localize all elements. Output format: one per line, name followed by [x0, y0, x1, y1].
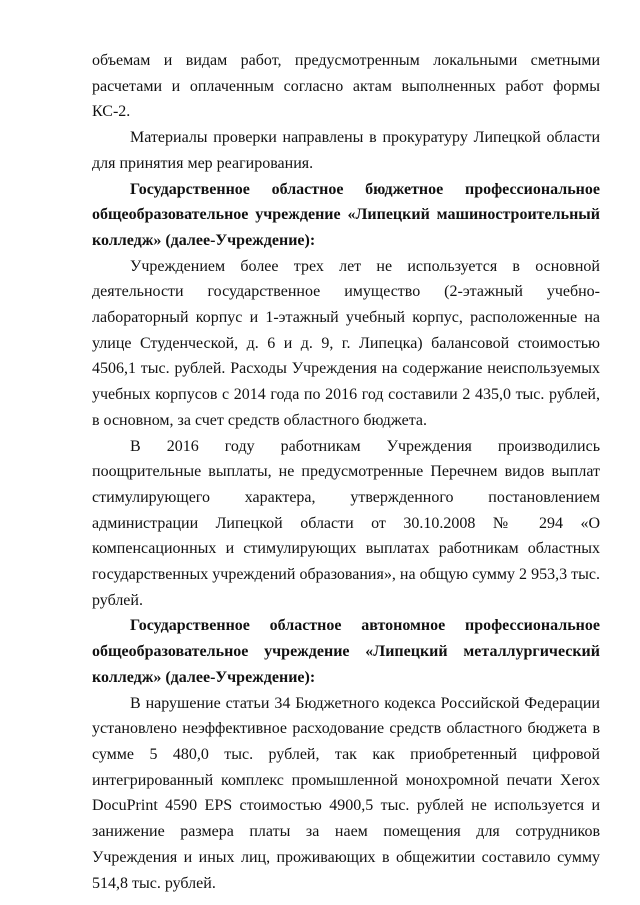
heading-machine-building-college: Государственное областное бюджетное профессиональное общеобразовательное учреждение «Липецкий машиностроительный колледж» (далее-Учреждение): [92, 180, 600, 249]
paragraph-unused-property: Учреждением более трех лет не используется в основной деятельности государственное имущество (2-этажный учебно-лабораторный корпус и 1-этажный учебный корпус, расположенные на улице Студенческой, д. 6 и д. 9, г. Липецка) балансовой стоимостью 4506,1 тыс. рублей. Расходы Учреждения на содержание неиспользуемых учебных корпусов с 2014 года по 2016 год составили 2 435,0 тыс. рублей, в основном, за счет средств областного бюджета. [92, 257, 600, 429]
paragraph-prosecutor-referral: Материалы проверки направлены в прокуратуру Липецкой области для принятия мер реагирования. [92, 129, 600, 172]
paragraph-incentive-payments: В 2016 году работникам Учреждения производились поощрительные выплаты, не предусмотренные Перечнем видов выплат стимулирующего характера, утвержденного постановлением администрации Липецкой области от 30.10.2008 № 294 «О компенсационных и стимулирующих выплатах работникам областных государственных учреждений образования», на общую сумму 2 953,3 тыс. рублей. [92, 437, 600, 609]
paragraph-work-volumes: объемам и видам работ, предусмотренным локальными сметными расчетами и оплаченным согласно актам выполненных работ формы КС-2. [92, 52, 600, 121]
heading-metallurgical-college: Государственное областное автономное профессиональное общеобразовательное учреждение «Липецкий металлургический колледж» (далее-Учреждение): [92, 617, 600, 686]
paragraph-budget-violation: В нарушение статьи 34 Бюджетного кодекса Российской Федерации установлено неэффективное расходование средств областного бюджета в сумме 5 480,0 тыс. рублей, так как приобретенный цифровой интегрированный комплекс промышленной монохромной печати Xerox DocuPrint 4590 EPS стоимостью 4900,5 тыс. рублей не используется и занижение размера платы за наем помещения для сотрудников Учреждения и иных лиц, проживающих в общежитии составило сумму 514,8 тыс. рублей. [92, 694, 600, 892]
document-page [92, 48, 600, 896]
